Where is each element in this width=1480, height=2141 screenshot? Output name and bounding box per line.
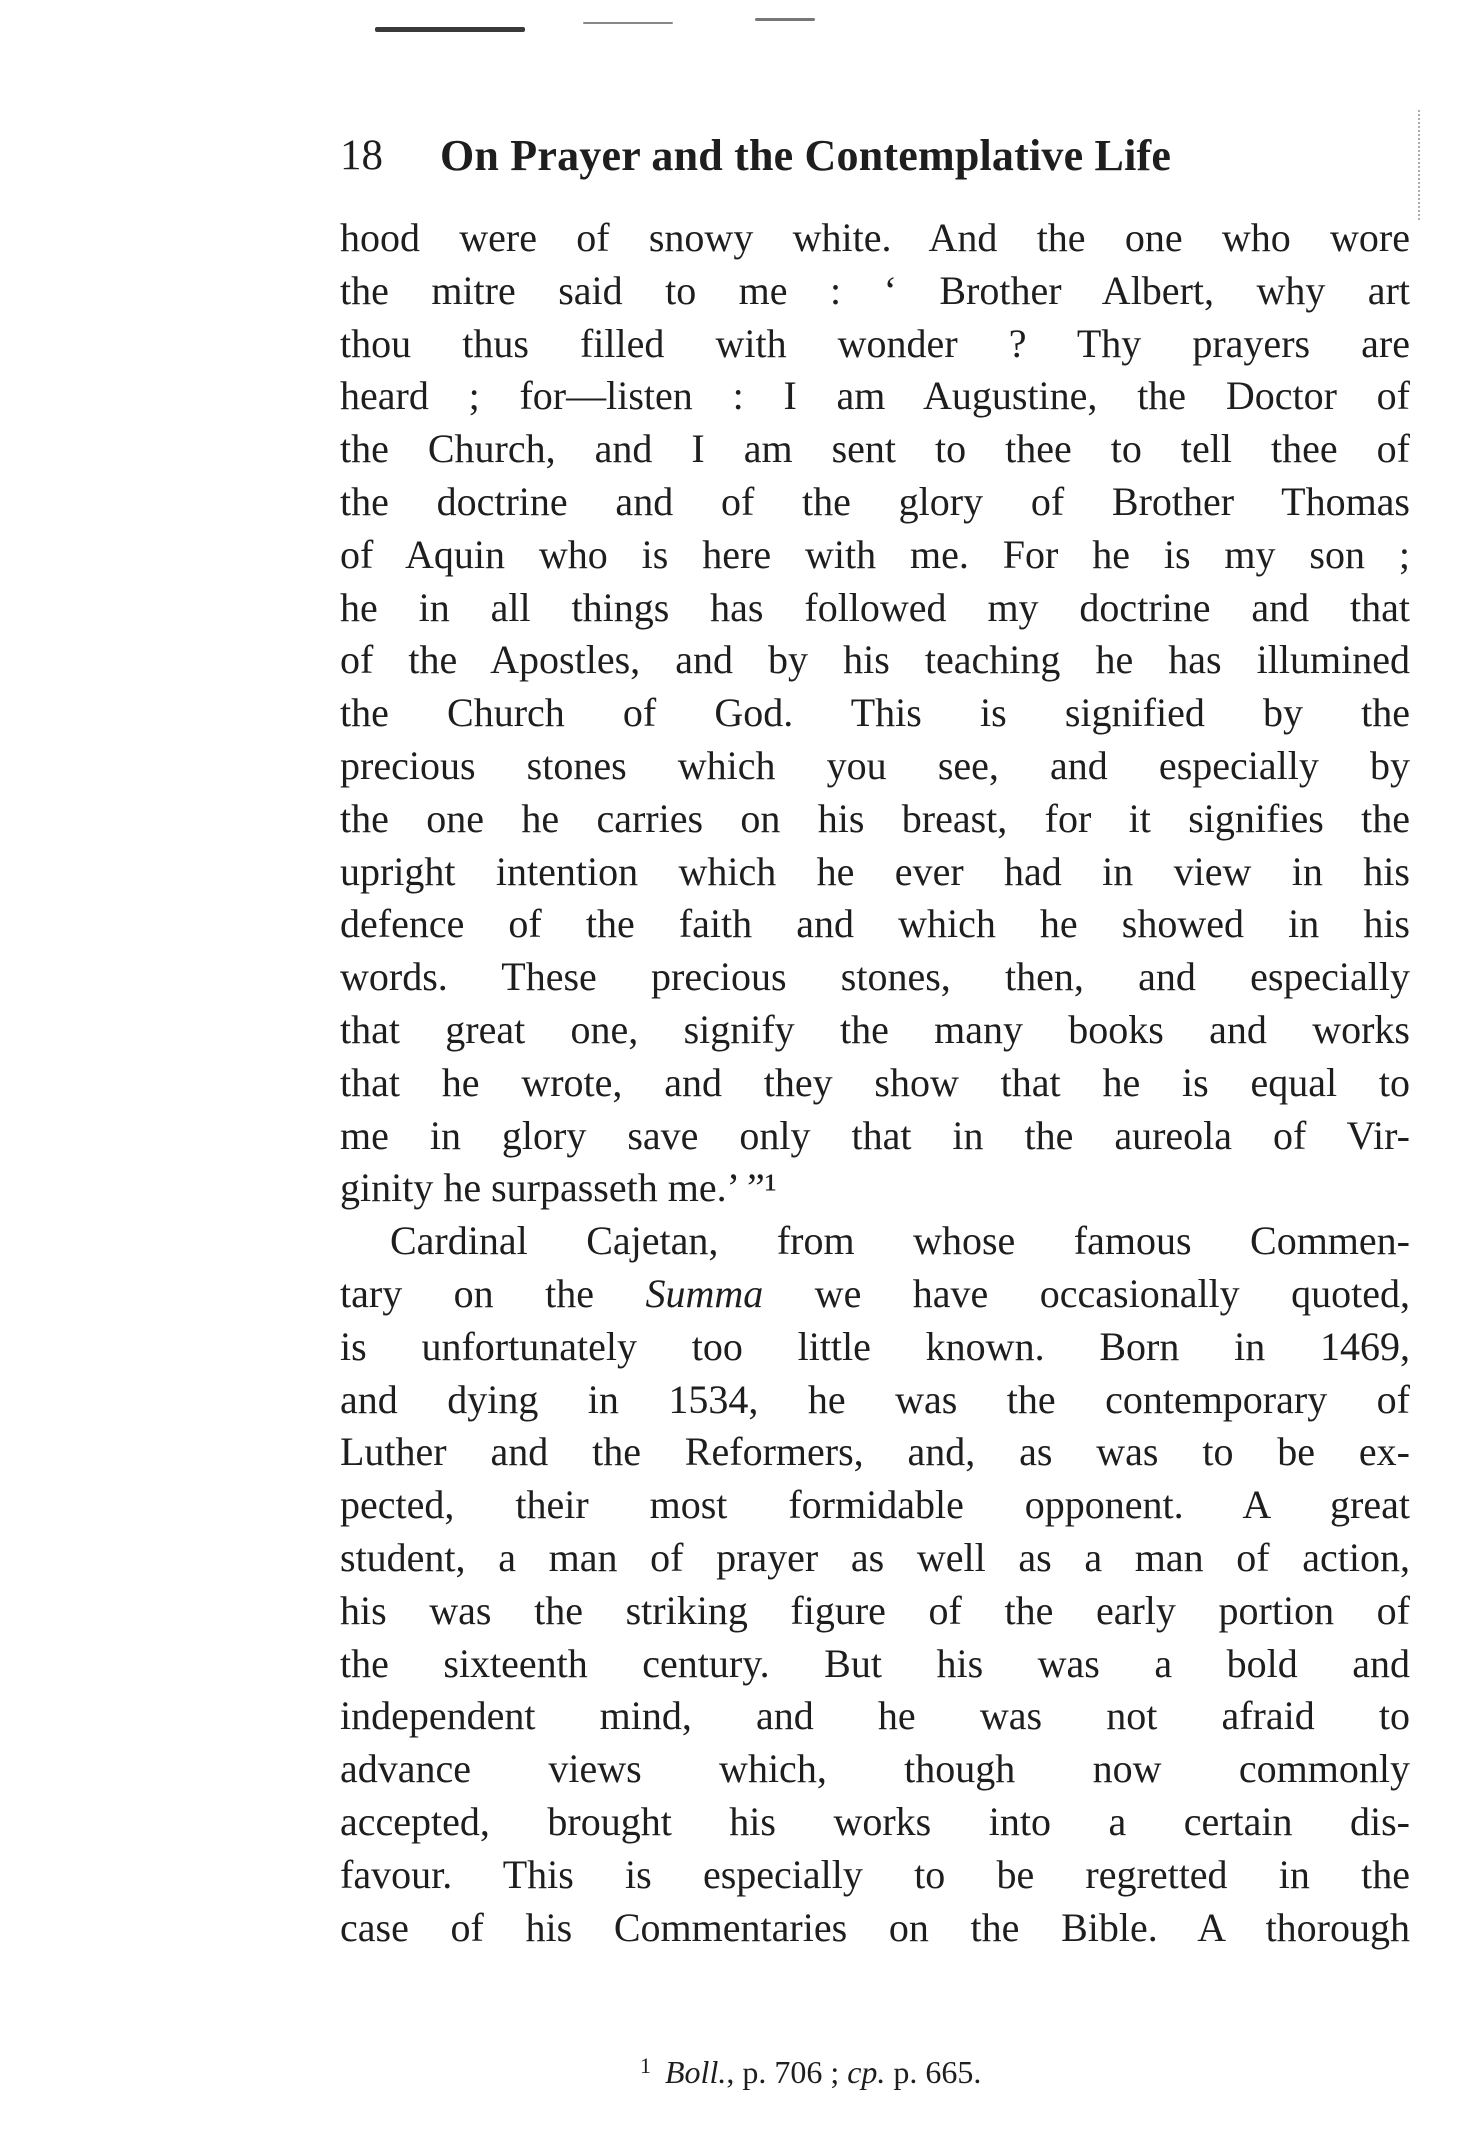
paragraph — [340, 212, 1410, 1215]
text-line: that he wrote, and they show that he is equal to — [340, 1059, 1410, 1105]
scan-artifact — [375, 27, 525, 32]
text-line: is unfortunately too little known. Born in 1469, — [340, 1323, 1410, 1369]
text-line: and dying in 1534, he was the contemporary of — [340, 1376, 1410, 1422]
text-line: hood were of snowy white. And the one who wore — [340, 215, 1410, 260]
text-line: me in glory save only that in the aureola of Vir- — [340, 1112, 1410, 1158]
text-line: heard ; for—listen : I am Augustine, the Doctor of — [340, 373, 1410, 419]
text-line: precious stones which you see, and especially by — [340, 742, 1410, 788]
text-line: the doctrine and of the glory of Brother Thomas — [340, 478, 1410, 524]
text-line: advance views which, though now commonly — [340, 1746, 1410, 1792]
text-line: Luther and the Reformers, and, as was to be ex- — [340, 1429, 1410, 1475]
footnote-text: p. 665. — [885, 2054, 982, 2090]
footnote-text: , p. 706 ; — [726, 2054, 848, 2090]
footnote — [640, 2046, 981, 2092]
text-line: pected, their most formidable opponent. A great — [340, 1482, 1410, 1528]
scan-artifact — [583, 22, 673, 24]
text-run: we have occasionally quoted, — [763, 1270, 1410, 1316]
text-line: his was the striking figure of the early portion of — [340, 1587, 1410, 1633]
text-line: the one he carries on his breast, for it signifies the — [340, 795, 1410, 841]
text-line: the Church, and I am sent to thee to tell thee of — [340, 426, 1410, 472]
footnote-marker: 1 — [640, 2053, 651, 2078]
footnote-cp: cp. — [847, 2054, 886, 2090]
scan-artifact — [1418, 110, 1430, 220]
text-line: case of his Commentaries on the Bible. A thorough — [340, 1904, 1410, 1950]
text-line: of Aquin who is here with me. For he is my son ; — [340, 531, 1410, 577]
text-line: the sixteenth century. But his was a bold and — [340, 1640, 1410, 1686]
footnote-ref: Boll. — [665, 2054, 727, 2090]
text-line: thou thus filled with wonder ? Thy prayers are — [340, 320, 1410, 366]
text-line: the mitre said to me : ‘ Brother Albert, why art — [340, 267, 1410, 313]
text-line: ginity he surpasseth me.’ ”¹ — [340, 1165, 777, 1211]
paragraph — [340, 1215, 1410, 1954]
text-line — [340, 1268, 1410, 1321]
text-run: tary on the — [340, 1270, 646, 1316]
text-line: the Church of God. This is signified by the — [340, 690, 1410, 736]
body-text — [340, 212, 1410, 1954]
text-line: independent mind, and he was not afraid to — [340, 1693, 1410, 1739]
text-line: favour. This is especially to be regretted in the — [340, 1851, 1410, 1897]
page-header — [340, 126, 1410, 186]
book-title: Summa — [645, 1270, 764, 1316]
text-line: Cardinal Cajetan, from whose famous Commen- — [390, 1218, 1410, 1264]
text-line: defence of the faith and which he showed in his — [340, 901, 1410, 947]
page-number: 18 — [340, 132, 383, 179]
text-line: upright intention which he ever had in view in his — [340, 848, 1410, 894]
text-line: words. These precious stones, then, and especially — [340, 954, 1410, 1000]
scan-artifact — [755, 18, 815, 21]
text-line: that great one, signify the many books and works — [340, 1006, 1410, 1052]
text-line: he in all things has followed my doctrine and that — [340, 584, 1410, 630]
text-line: of the Apostles, and by his teaching he has illumined — [340, 637, 1410, 683]
text-line: student, a man of prayer as well as a man of action, — [340, 1534, 1410, 1580]
text-line: accepted, brought his works into a certain dis- — [340, 1798, 1410, 1844]
running-title: On Prayer and the Contemplative Life — [440, 131, 1172, 180]
